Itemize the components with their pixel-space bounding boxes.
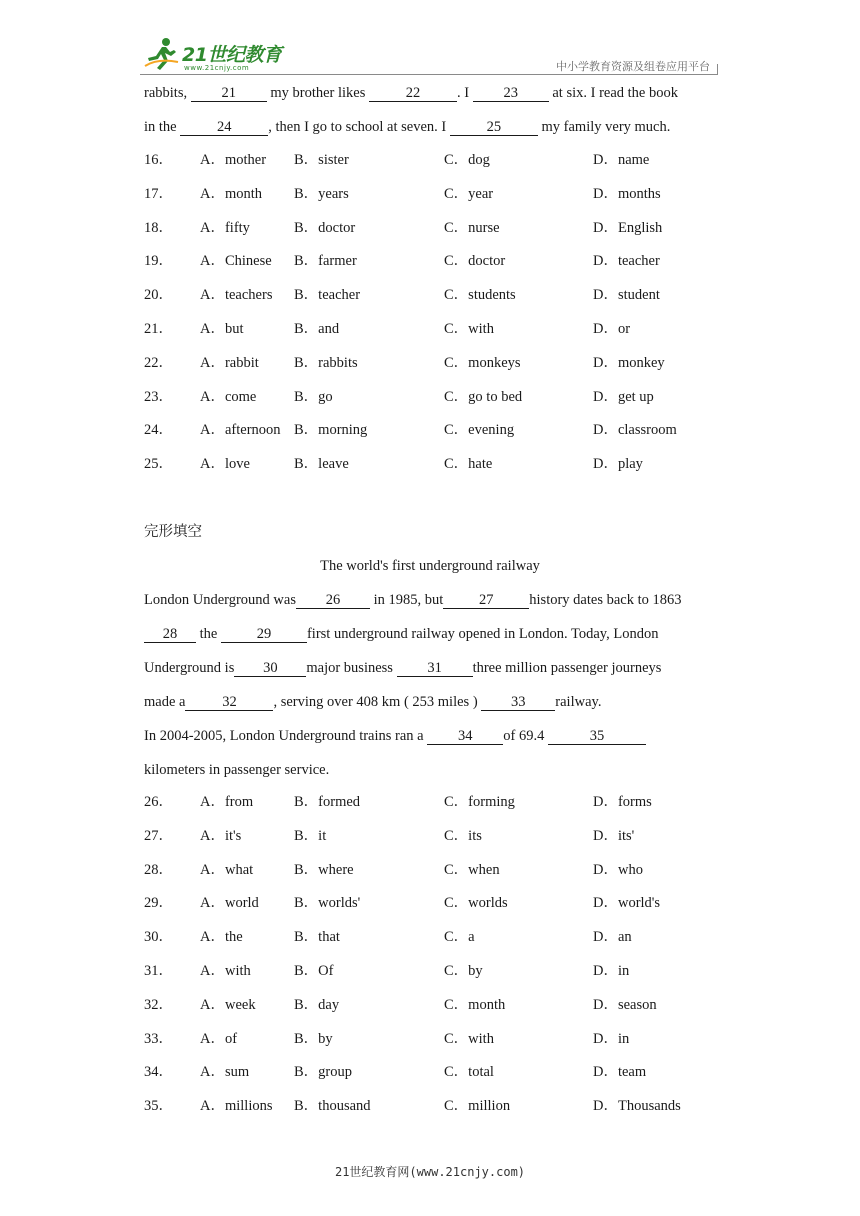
blank-22: 22 — [369, 85, 457, 102]
question-number: 33． — [144, 1030, 173, 1047]
page-header — [140, 34, 718, 76]
text: , serving over 408 km ( 253 miles ) — [273, 694, 482, 710]
option-b: B．by — [294, 1030, 333, 1047]
text: at six. I read the book — [548, 85, 678, 101]
blank-31: 31 — [397, 660, 473, 677]
option-b: B．day — [294, 996, 340, 1013]
option-b: B．that — [294, 929, 340, 946]
option-a: A．it's — [200, 827, 242, 844]
question-number: 29． — [144, 895, 173, 912]
option-a: A．fifty — [200, 219, 250, 236]
text: In 2004-2005, London Underground trains ran a — [144, 728, 428, 744]
question-number: 30． — [144, 929, 173, 946]
option-d: D．forms — [593, 794, 652, 810]
option-a: A．millions — [200, 1098, 273, 1115]
option-d: D．get up — [593, 388, 654, 405]
question-number: 32． — [144, 996, 173, 1013]
text: kilometers in passenger service. — [144, 762, 330, 778]
passage-title: The world's first underground railway — [320, 558, 540, 574]
option-c: C．with — [444, 1030, 494, 1047]
runner-logo-icon — [144, 36, 180, 72]
header-divider-tick — [717, 64, 718, 74]
question-number: 16． — [144, 152, 173, 168]
passage-line-2 — [144, 625, 658, 643]
option-c: C．year — [444, 185, 494, 202]
option-b: B．worlds' — [294, 895, 361, 912]
option-a: A．week — [200, 996, 256, 1013]
passage-line-4 — [144, 693, 601, 711]
option-d: D．or — [593, 321, 631, 337]
option-a: A．but — [200, 321, 244, 337]
blank-28: 28 — [144, 626, 196, 643]
question-number: 22． — [144, 354, 173, 371]
blank-24: 24 — [180, 119, 268, 136]
option-d: D．monkey — [593, 354, 665, 371]
text: , then I go to school at seven. I — [268, 119, 450, 135]
question-number: 17． — [144, 185, 173, 202]
option-b: B．go — [294, 388, 333, 405]
option-d: D．classroom — [593, 422, 677, 439]
text: the — [196, 626, 221, 642]
option-d: D．English — [593, 219, 663, 236]
option-b: B．where — [294, 861, 354, 878]
option-a: A．come — [200, 388, 257, 405]
option-d: D．its' — [593, 827, 635, 844]
option-b: B．doctor — [294, 219, 356, 236]
text: my brother likes — [266, 85, 370, 101]
option-c: C．go to bed — [444, 388, 523, 405]
text: railway. — [555, 694, 602, 710]
option-a: A．with — [200, 963, 251, 979]
option-a: A．world — [200, 895, 259, 912]
blank-27: 27 — [443, 592, 529, 609]
option-a: A．rabbit — [200, 354, 259, 371]
question-number: 34． — [144, 1064, 173, 1081]
option-d: D．an — [593, 929, 632, 946]
option-c: C．with — [444, 321, 494, 337]
question-number: 19． — [144, 253, 173, 270]
question-number: 24． — [144, 422, 173, 439]
option-a: A．from — [200, 794, 254, 810]
question-number: 23． — [144, 388, 173, 405]
blank-30: 30 — [234, 660, 306, 677]
blank-35: 35 — [548, 728, 646, 745]
section-title: 完形填空 — [144, 524, 202, 540]
option-b: B．group — [294, 1064, 352, 1081]
option-c: C．monkeys — [444, 354, 521, 371]
option-c: C．hate — [444, 456, 493, 473]
option-a: A．what — [200, 861, 254, 878]
option-a: A．the — [200, 929, 243, 946]
text: Underground is — [144, 660, 235, 676]
option-d: D．teacher — [593, 253, 660, 270]
option-d: D．season — [593, 996, 657, 1013]
option-b: B．Of — [294, 963, 334, 979]
text: in the — [144, 119, 181, 135]
option-d: D．months — [593, 185, 661, 202]
platform-label: 中小学教育资源及组卷应用平台 — [556, 60, 710, 73]
option-d: D．world's — [593, 895, 661, 912]
option-b: B．years — [294, 185, 349, 202]
option-c: C．month — [444, 996, 506, 1013]
blank-23: 23 — [473, 85, 549, 102]
option-b: B．it — [294, 827, 327, 844]
text: major business — [306, 660, 397, 676]
option-b: B．sister — [294, 152, 349, 168]
blank-29: 29 — [221, 626, 307, 643]
option-b: B．morning — [294, 422, 368, 439]
blank-21: 21 — [191, 85, 267, 102]
question-number: 21． — [144, 321, 173, 337]
option-c: C．evening — [444, 422, 515, 439]
option-c: C．when — [444, 861, 500, 878]
option-a: A．sum — [200, 1064, 250, 1081]
option-c: C．doctor — [444, 253, 506, 270]
option-a: A．month — [200, 185, 263, 202]
option-c: C．students — [444, 287, 516, 304]
option-b: B．leave — [294, 456, 349, 473]
option-a: A．mother — [200, 152, 267, 168]
blank-32: 32 — [185, 694, 273, 711]
question-number: 20． — [144, 287, 173, 304]
option-c: C．its — [444, 827, 482, 844]
option-d: D．student — [593, 287, 660, 304]
option-b: B．rabbits — [294, 354, 358, 371]
option-a: A．love — [200, 456, 250, 473]
text: London Underground was — [144, 592, 296, 608]
blank-26: 26 — [296, 592, 370, 609]
option-c: C．dog — [444, 152, 490, 168]
passage-line-3 — [144, 659, 661, 677]
blank-33: 33 — [481, 694, 555, 711]
question-number: 26． — [144, 794, 173, 810]
option-c: C．worlds — [444, 895, 508, 912]
option-a: A．Chinese — [200, 253, 272, 270]
question-number: 35． — [144, 1098, 173, 1115]
option-d: D．team — [593, 1064, 647, 1081]
text: . I — [457, 85, 473, 101]
question-number: 25． — [144, 456, 173, 473]
text: first underground railway opened in London. Today, London — [306, 626, 659, 642]
text: of 69.4 — [503, 728, 548, 744]
logo-url: www.21cnjy.com — [184, 64, 250, 72]
option-d: D．Thousands — [593, 1098, 681, 1115]
option-c: C．total — [444, 1064, 494, 1081]
logo-text: 21世纪教育 — [182, 44, 282, 66]
option-a: A．teachers — [200, 287, 273, 304]
question-number: 31． — [144, 963, 173, 979]
option-b: B．formed — [294, 794, 361, 810]
text: history dates back to 1863 — [529, 592, 682, 608]
option-d: D．who — [593, 861, 643, 878]
question-number: 28． — [144, 861, 173, 878]
option-b: B．farmer — [294, 253, 357, 270]
text: three million passenger journeys — [472, 660, 662, 676]
option-b: B．and — [294, 321, 340, 337]
passage-line-1 — [144, 591, 682, 609]
text: made a — [144, 694, 186, 710]
option-c: C．nurse — [444, 219, 500, 236]
text: my family very much. — [537, 119, 671, 135]
text: in 1985, but — [369, 592, 444, 608]
passage-line-6 — [144, 761, 329, 779]
option-a: A．afternoon — [200, 422, 281, 439]
header-divider — [140, 74, 718, 75]
top-passage-line-2 — [144, 118, 670, 136]
option-d: D．in — [593, 963, 630, 979]
page-footer: 21世纪教育网(www.21cnjy.com) — [334, 1165, 526, 1179]
option-b: B．thousand — [294, 1098, 371, 1115]
passage-line-5 — [144, 727, 646, 745]
option-a: A．of — [200, 1030, 238, 1047]
option-b: B．teacher — [294, 287, 361, 304]
option-d: D．name — [593, 152, 650, 168]
option-d: D．in — [593, 1030, 630, 1047]
option-c: C．a — [444, 929, 475, 946]
option-c: C．by — [444, 963, 483, 979]
question-number: 18． — [144, 219, 173, 236]
text: rabbits, — [144, 85, 191, 101]
option-c: C．million — [444, 1098, 511, 1115]
option-d: D．play — [593, 456, 643, 473]
option-c: C．forming — [444, 794, 515, 810]
top-passage-line-1 — [144, 84, 678, 102]
blank-25: 25 — [450, 119, 538, 136]
question-number: 27． — [144, 827, 173, 844]
blank-34: 34 — [427, 728, 503, 745]
logo — [144, 36, 294, 72]
